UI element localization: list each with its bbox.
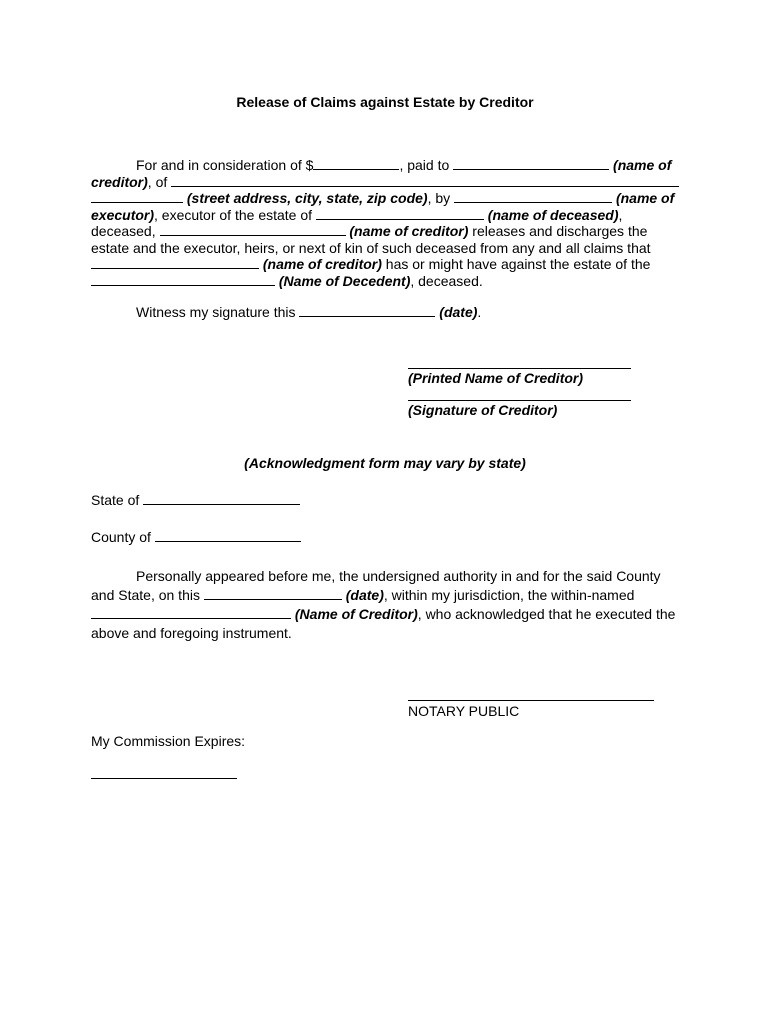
signature-label: (Signature of Creditor) — [408, 402, 558, 418]
printed-name-label: (Printed Name of Creditor) — [408, 370, 584, 386]
release-line-3: (street address, city, state, zip code), by (name of — [91, 190, 679, 207]
address-continuation-blank[interactable] — [91, 190, 183, 203]
ack-line-2: and State, on this (date), within my jurisdiction, the within-named — [91, 587, 635, 603]
ack-date-blank[interactable] — [204, 587, 342, 600]
state-line: State of — [91, 492, 300, 508]
release-line-1: For and in consideration of $ , paid to (name of — [136, 157, 672, 173]
release-paragraph — [91, 157, 679, 289]
release-line-5: deceased, (name of creditor) releases and discharges the — [91, 223, 648, 239]
ack-line-4: above and foregoing instrument. — [91, 625, 292, 641]
release-line-8: (Name of Decedent), deceased. — [91, 273, 679, 290]
acknowledgment-note: (Acknowledgment form may vary by state) — [244, 455, 526, 471]
creditor-name-blank[interactable] — [160, 223, 346, 236]
deceased-name-blank[interactable] — [316, 207, 484, 220]
signature-line[interactable] — [408, 400, 631, 401]
witness-line: Witness my signature this (date). — [136, 304, 482, 320]
release-line-2: creditor), of — [91, 174, 679, 191]
state-blank[interactable] — [143, 492, 300, 505]
commission-expires-line[interactable] — [91, 778, 237, 779]
ack-line-3: (Name of Creditor), who acknowledged that he executed the — [91, 605, 679, 624]
notary-signature-line[interactable] — [408, 700, 654, 701]
document-title: Release of Claims against Estate by Creditor — [236, 94, 534, 110]
county-blank[interactable] — [155, 529, 301, 542]
paid-to-blank[interactable] — [453, 157, 609, 170]
acknowledgment-paragraph — [91, 567, 679, 643]
ack-line-1: Personally appeared before me, the undersigned authority in and for the said County — [136, 568, 661, 584]
printed-name-line[interactable] — [408, 368, 631, 369]
witness-date-blank[interactable] — [299, 304, 435, 317]
decedent-name-blank[interactable] — [91, 273, 275, 286]
release-line-4: executor), executor of the estate of (name of deceased), — [91, 206, 623, 223]
county-line: County of — [91, 529, 301, 545]
creditor-address-blank[interactable] — [171, 174, 679, 187]
commission-label: My Commission Expires: — [91, 733, 246, 749]
release-line-6: estate and the executor, heirs, or next of kin of such deceased from any and all claims that — [91, 239, 651, 256]
ack-creditor-blank[interactable] — [91, 606, 291, 619]
consideration-amount-blank[interactable] — [313, 157, 399, 170]
creditor-name-blank-2[interactable] — [91, 256, 259, 269]
notary-label: NOTARY PUBLIC — [408, 703, 520, 719]
release-line-7: (name of creditor) has or might have against the estate of the — [91, 256, 679, 273]
executor-blank[interactable] — [454, 190, 612, 203]
